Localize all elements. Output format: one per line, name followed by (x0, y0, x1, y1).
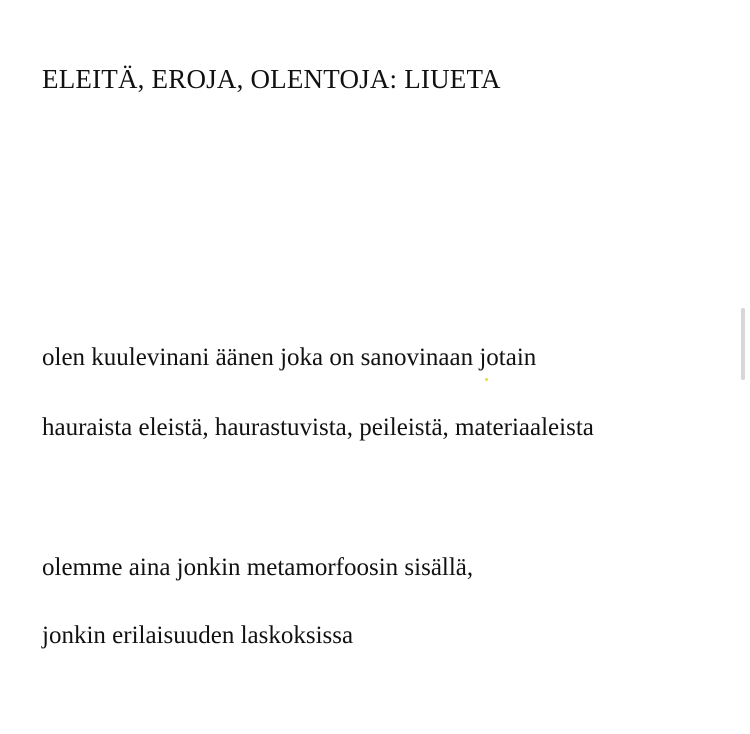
stanza-2-line-2: jonkin erilaisuuden laskoksissa (42, 622, 354, 649)
stanza-1-line-2: hauraista eleistä, haurastuvista, peileistä, materiaaleista (42, 414, 594, 441)
stanza-1-line-1: olen kuulevinani äänen joka on sanovinaan jotain (42, 344, 537, 371)
cursor-dot (485, 378, 488, 381)
poem-title: ELEITÄ, EROJA, OLENTOJA: LIUETA (42, 64, 501, 94)
stanza-2-line-1: olemme aina jonkin metamorfoosin sisällä, (42, 554, 474, 581)
scrollbar[interactable] (741, 308, 745, 380)
